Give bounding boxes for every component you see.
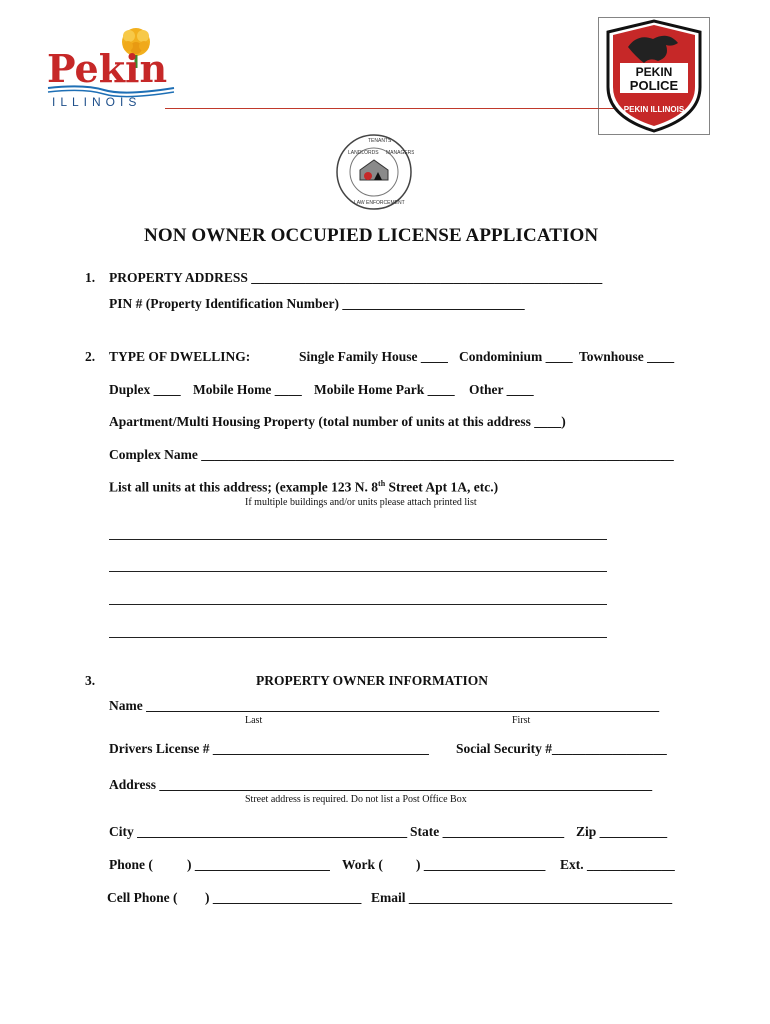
police-badge-logo (598, 17, 710, 135)
cell-phone-field[interactable]: ) ______________________ (205, 890, 362, 905)
duplex-option[interactable]: Duplex ____ (109, 382, 181, 397)
section-3-number: 3. (85, 673, 96, 688)
owner-name-field[interactable]: Name ____________________________________________________________________________ (109, 698, 660, 713)
property-address-field[interactable]: PROPERTY ADDRESS ____________________________________________________ (109, 270, 603, 285)
email-field[interactable]: Email _______________________________________ (371, 890, 673, 905)
zip-field[interactable]: Zip __________ (576, 824, 668, 839)
landlord-tenant-seal (334, 132, 414, 212)
city-field[interactable]: City ________________________________________ (109, 824, 408, 839)
cell-phone-label: Cell Phone ( (107, 890, 178, 905)
list-units-text-a: List all units at this address; (example 123 N. 8 (109, 479, 379, 495)
apartment-option[interactable]: Apartment/Multi Housing Property (total number of units at this address ____) (109, 414, 566, 429)
owner-address-field[interactable]: Address _________________________________________________________________________ (109, 777, 653, 792)
svg-text:PEKIN: PEKIN (635, 65, 673, 79)
phone-label: Phone ( (109, 857, 153, 872)
unit-line-4[interactable] (109, 637, 607, 638)
work-label: Work ( (342, 857, 383, 872)
list-units-label (109, 479, 498, 496)
work-phone-field[interactable]: ) __________________ (416, 857, 546, 872)
pekin-logo (44, 22, 179, 112)
form-title: NON OWNER OCCUPIED LICENSE APPLICATION (144, 225, 599, 246)
header-rule (165, 108, 620, 109)
pin-field[interactable]: PIN # (Property Identification Number) ___________________________ (109, 296, 525, 311)
complex-name-field[interactable]: Complex Name ______________________________________________________________________ (109, 447, 674, 462)
owner-info-heading: PROPERTY OWNER INFORMATION (256, 673, 489, 688)
svg-text:LAW ENFORCEMENT: LAW ENFORCEMENT (354, 200, 405, 206)
list-units-note: If multiple buildings and/or units please attach printed list (245, 497, 477, 508)
type-of-dwelling-label: TYPE OF DWELLING: (109, 349, 251, 364)
single-family-option[interactable]: Single Family House ____ (299, 349, 448, 364)
drivers-license-field[interactable]: Drivers License # ________________________________ (109, 741, 429, 756)
unit-line-2[interactable] (109, 571, 607, 572)
last-name-caption: Last (245, 715, 263, 726)
svg-text:Pekin: Pekin (47, 46, 168, 91)
svg-text:POLICE: POLICE (629, 78, 679, 93)
condominium-option[interactable]: Condominium ____ (459, 349, 573, 364)
unit-line-1[interactable] (109, 539, 607, 540)
unit-line-3[interactable] (109, 604, 607, 605)
svg-text:ILLINOIS: ILLINOIS (52, 95, 142, 109)
section-2-number: 2. (85, 349, 96, 364)
section-1-number: 1. (85, 270, 96, 285)
ext-field[interactable]: Ext. _____________ (560, 857, 675, 872)
mobile-home-park-option[interactable]: Mobile Home Park ____ (314, 382, 455, 397)
townhouse-option[interactable]: Townhouse ____ (579, 349, 675, 364)
other-option[interactable]: Other ____ (469, 382, 534, 397)
mobile-home-option[interactable]: Mobile Home ____ (193, 382, 302, 397)
first-name-caption: First (512, 715, 531, 726)
phone-field[interactable]: ) ____________________ (187, 857, 330, 872)
address-note: Street address is required. Do not list a Post Office Box (245, 794, 467, 805)
svg-text:MANAGERS: MANAGERS (386, 150, 414, 156)
svg-text:LANDLORDS: LANDLORDS (348, 150, 379, 156)
svg-text:TENANTS: TENANTS (368, 138, 392, 144)
state-field[interactable]: State __________________ (410, 824, 565, 839)
list-units-text-b: Street Apt 1A, etc.) (385, 479, 499, 495)
svg-text:PEKIN ILLINOIS: PEKIN ILLINOIS (623, 105, 685, 114)
list-units-sup: th (378, 479, 386, 488)
social-security-field[interactable]: Social Security #_________________ (456, 741, 667, 756)
